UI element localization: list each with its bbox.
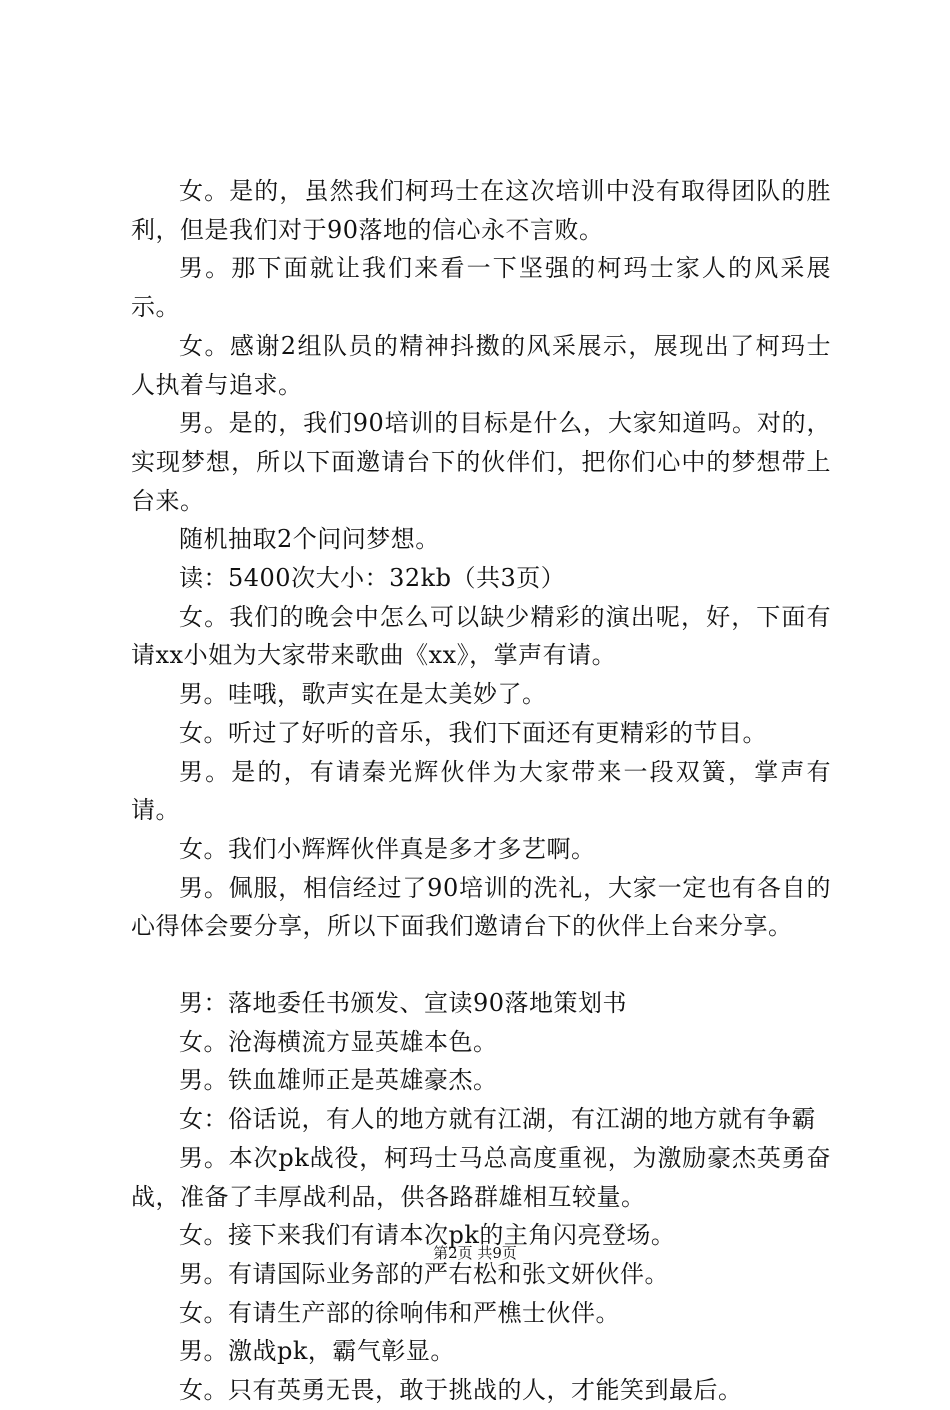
paragraph: 男。是的，有请秦光辉伙伴为大家带来一段双簧，掌声有请。 bbox=[131, 757, 831, 825]
paragraph: 男。激战pk，霸气彰显。 bbox=[179, 1337, 455, 1366]
paragraph: 男。铁血雄师正是英雄豪杰。 bbox=[179, 1066, 498, 1095]
paragraph: 男。佩服，相信经过了90培训的洗礼，大家一定也有各自的心得体会要分享，所以下面我们邀请台下的伙伴上台来分享。 bbox=[131, 873, 831, 941]
paragraph: 男。那下面就让我们来看一下坚强的柯玛士家人的风采展示。 bbox=[131, 254, 831, 322]
paragraph: 男。是的，我们90培训的目标是什么，大家知道吗。对的，实现梦想，所以下面邀请台下的伙伴们，把你们心中的梦想带上台来。 bbox=[131, 409, 831, 515]
paragraph: 男：落地委任书颁发、宣读90落地策划书 bbox=[179, 989, 628, 1018]
page-footer bbox=[0, 1243, 950, 1263]
paragraph: 男。本次pk战役，柯玛士马总高度重视，为激励豪杰英勇奋战，准备了丰厚战利品，供各路群雄相互较量。 bbox=[131, 1143, 831, 1211]
paragraph: 女。听过了好听的音乐，我们下面还有更精彩的节目。 bbox=[179, 718, 767, 747]
page-number-label: 第2页 共9页 bbox=[433, 1244, 517, 1262]
paragraph: 女。有请生产部的徐响伟和严樵士伙伴。 bbox=[179, 1298, 620, 1327]
paragraph: 女。我们的晚会中怎么可以缺少精彩的演出呢，好，下面有请xx小姐为大家带来歌曲《xx》，掌声有请。 bbox=[131, 602, 831, 670]
paragraph: 女：俗话说，有人的地方就有江湖，有江湖的地方就有争霸 bbox=[179, 1105, 816, 1134]
paragraph: 随机抽取2个问问梦想。 bbox=[179, 525, 440, 554]
paragraph: 女。只有英勇无畏，敢于挑战的人，才能笑到最后。 bbox=[179, 1376, 743, 1405]
paragraph: 女。我们小辉辉伙伴真是多才多艺啊。 bbox=[179, 834, 596, 863]
paragraph: 女。接下来我们有请本次pk的主角闪亮登场。 bbox=[179, 1221, 676, 1250]
body-text bbox=[131, 172, 831, 1410]
paragraph: 女。沧海横流方显英雄本色。 bbox=[179, 1027, 498, 1056]
paragraph-gap bbox=[131, 946, 831, 984]
paragraph: 男。有请国际业务部的严右松和张文妍伙伴。 bbox=[179, 1259, 669, 1288]
paragraph: 女。是的，虽然我们柯玛士在这次培训中没有取得团队的胜利，但是我们对于90落地的信心永不言败。 bbox=[131, 177, 831, 244]
paragraph: 女。感谢2组队员的精神抖擞的风采展示，展现出了柯玛士人执着与追求。 bbox=[131, 331, 831, 399]
paragraph: 男。哇哦，歌声实在是太美妙了。 bbox=[179, 680, 547, 709]
paragraph: 读：5400次大小：32kb（共3页） bbox=[179, 564, 566, 593]
